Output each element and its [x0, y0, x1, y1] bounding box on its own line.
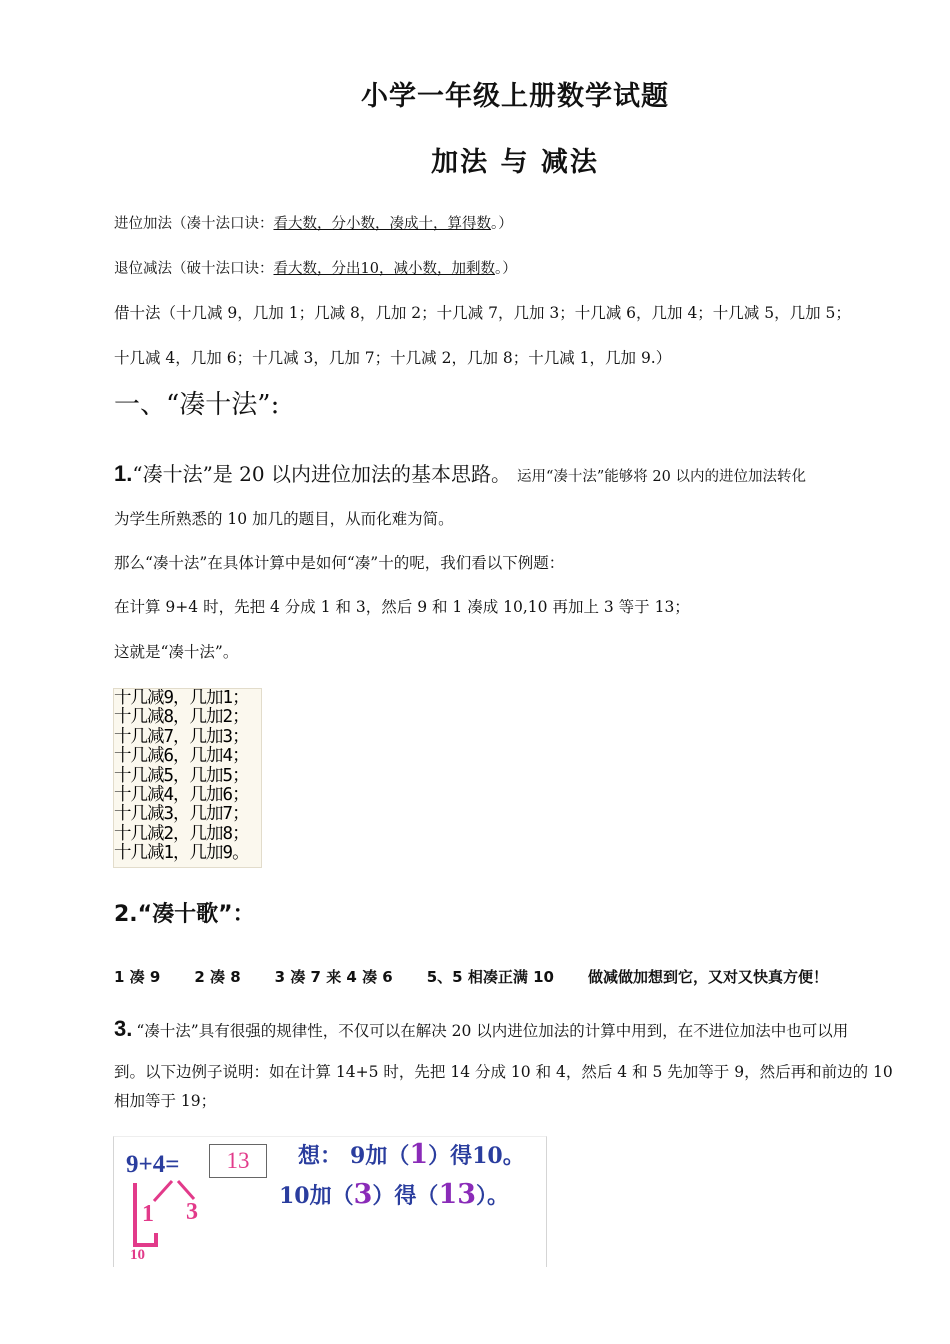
- mnemonic-line: 十几减2，几加8；: [114, 823, 249, 844]
- section-heading-2: 2.“凑十歌”：: [114, 902, 255, 927]
- item-3-line-2: 到。以下边例子说明：如在计算 14+5 时，先把 14 分成 10 和 4，然后 4 和 5 先加等于 9，然后再和前边的 10: [114, 1063, 893, 1081]
- split-value-right: 3: [186, 1199, 198, 1225]
- ten-song: [114, 966, 828, 987]
- item-3-line-1: 3. “凑十法”具有很强的规律性，不仅可以在解决 20 以内进位加法的计算中用到，在不进位加法中也可以用: [114, 1016, 849, 1041]
- mnemonic-line: 十几减3，几加7；: [114, 804, 249, 825]
- split-value-left: 1: [142, 1201, 154, 1227]
- paragraph-this: 这就是“凑十法”。: [114, 643, 239, 661]
- result-line: 10加（3）得（13）。: [279, 1179, 510, 1210]
- page-subtitle: 加法 与 减法: [431, 147, 599, 178]
- equation: 9+4=: [126, 1151, 180, 1178]
- borrow-ten-line-2: 十几减 4，几加 6；十几减 3，几加 7；十几减 2，几加 8；十几减 1，几加 9.）: [114, 349, 672, 367]
- ten-label: 10: [130, 1247, 145, 1263]
- song-part: 3 凑 7 来 4 凑 6: [274, 968, 393, 986]
- section-heading-1: 一、“凑十法”:: [114, 390, 280, 420]
- mnemonic-line: 十几减1，几加9。: [114, 843, 249, 864]
- song-part: 做减做加想到它，又对又快真方便！: [587, 968, 828, 986]
- mnemonic-line: 十几减6，几加4；: [114, 746, 249, 767]
- split-line-left: [154, 1181, 172, 1201]
- page-title: 小学一年级上册数学试题: [361, 81, 669, 112]
- item-3-line-3: 相加等于 19；: [114, 1092, 217, 1110]
- answer-box: 13: [209, 1144, 267, 1178]
- mnemonic-table: [113, 688, 262, 868]
- item-1-line-1: 1.“凑十法”是 20 以内进位加法的基本思路。 运用“凑十法”能够将 20 以内的进位加法转化: [114, 461, 806, 486]
- song-part: 2 凑 8: [194, 968, 241, 986]
- think-line: 想： 9加（1）得10。: [298, 1139, 525, 1170]
- song-part: 5、5 相凑正满 10: [426, 968, 554, 986]
- mnemonic-line: 十几减4，几加6；: [114, 785, 249, 806]
- mnemonic-line: 十几减8，几加2；: [114, 707, 249, 728]
- mnemonic-line: 十几减9，几加1；: [114, 688, 249, 708]
- mnemonic-line: 十几减5，几加5；: [114, 765, 249, 786]
- paragraph-example: 在计算 9+4 时，先把 4 分成 1 和 3，然后 9 和 1 凑成 10,10 再加上 3 等于 13；: [114, 598, 690, 616]
- paragraph-how: 那么“凑十法”在具体计算中是如何“凑”十的呢，我们看以下例题：: [114, 554, 565, 572]
- song-part: 1 凑 9: [114, 968, 161, 986]
- borrow-ten-line-1: 借十法（十几减 9，几加 1；几减 8，几加 2；十几减 7，几加 3；十几减 6，几加 4；十几减 5，几加 5；: [114, 304, 851, 322]
- item-1-line-2: 为学生所熟悉的 10 加几的题目，从而化难为简。: [114, 510, 454, 528]
- split-line-right: [178, 1181, 194, 1199]
- ten-method-diagram: [113, 1136, 547, 1267]
- borrow-subtraction-rule: 退位减法（破十法口诀：看大数，分出10，减小数，加剩数。）: [114, 261, 517, 277]
- carry-addition-rule: 进位加法（凑十法口诀：看大数，分小数，凑成十，算得数。）: [114, 216, 513, 232]
- mnemonic-line: 十几减7，几加3；: [114, 726, 249, 747]
